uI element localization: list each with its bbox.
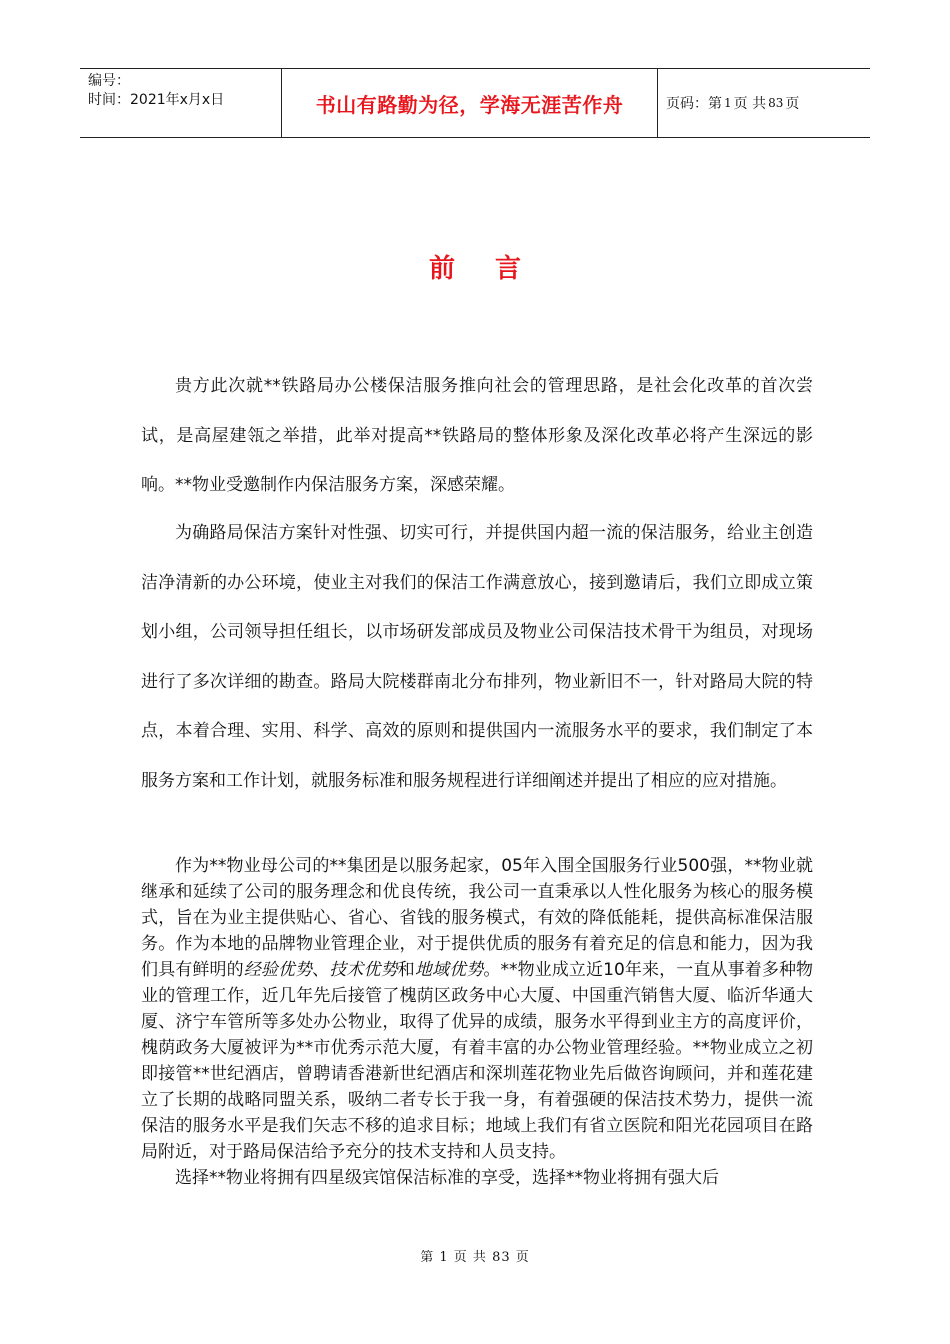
page-footer	[0, 1246, 950, 1265]
paragraph-1-block	[141, 362, 813, 511]
paragraph-2-block	[141, 509, 813, 806]
document-number-label: 编号：	[88, 73, 130, 89]
separator-2: 和	[397, 960, 415, 980]
header-meta	[80, 69, 282, 137]
page-total: 83	[768, 96, 784, 110]
footer-mid: 页 共	[453, 1250, 487, 1265]
paragraph-3-block	[141, 853, 813, 1191]
paragraph-1: 贵方此次就**铁路局办公楼保洁服务推向社会的管理思路，是社会化改革的首次尝试，是高屋建瓴之举措，此举对提高**铁路局的整体形象及深化改革必将产生深远的影响。**物业受邀制作内保洁服务方案，深感荣耀。	[141, 376, 813, 495]
header-motto: 书山有路勤为径，学海无涯苦作舟	[282, 69, 658, 137]
separator-1: 、	[312, 960, 330, 980]
paragraph-4: 选择**物业将拥有四星级宾馆保洁标准的享受，选择**物业将拥有强大后	[175, 1168, 719, 1188]
page-prefix: 页码：第	[666, 96, 722, 112]
paragraph-3	[141, 853, 813, 1165]
page-mid: 页 共	[733, 96, 767, 112]
page-current: 1	[724, 96, 732, 110]
page-suffix: 页	[785, 96, 800, 112]
emphasis-experience: 经验优势	[243, 960, 313, 980]
emphasis-technology: 技术优势	[329, 960, 398, 980]
footer-suffix: 页	[515, 1250, 530, 1265]
document-time-label: 时间：2021年x月x日	[88, 92, 225, 108]
paragraph-3-part-b: 。**物业成立近10年来，一直从事着多种物业的管理工作，近几年先后接管了槐荫区政务中心大厦、中国重汽销售大厦、临沂华通大厦、济宁车管所等多处办公物业，取得了优异的成绩，服务水平得到业主方的高度评价，槐荫政务大厦被评为**市优秀示范大厦，有着丰富的办公物业管理经验。**物业成立之初即接管**世纪酒店，曾聘请香港新世纪酒店和深圳莲花物业先后做咨询顾问，并和莲花建立了长期的战略同盟关系，吸纳二者专长于我一身，有着强硬的保洁技术势力，提供一流保洁的服务水平是我们矢志不移的追求目标；地域上我们有省立医院和阳光花园项目在路局附近，对于路局保洁给予充分的技术支持和人员支持。	[141, 960, 814, 1162]
emphasis-region: 地域优势	[414, 960, 484, 980]
header-page-number	[658, 69, 870, 137]
footer-current: 1	[439, 1250, 449, 1265]
footer-prefix: 第	[420, 1250, 435, 1265]
page-title: 前言	[428, 254, 561, 284]
paragraph-3-part-a: 作为**物业母公司的**集团是以服务起家，05年入围全国服务行业500强，**物业就继承和延续了公司的服务理念和优良传统，我公司一直秉承以人性化服务为核心的服务模式，旨在为业主提供贴心、省心、省钱的服务模式，有效的降低能耗，提供高标准保洁服务。作为本地的品牌物业管理企业，对于提供优质的服务有着充足的信息和能力，因为我们具有鲜明的	[141, 856, 813, 980]
document-header	[80, 68, 870, 138]
footer-total: 83	[492, 1250, 511, 1265]
paragraph-2: 为确路局保洁方案针对性强、切实可行，并提供国内超一流的保洁服务，给业主创造洁净清新的办公环境，使业主对我们的保洁工作满意放心，接到邀请后，我们立即成立策划小组，公司领导担任组长，以市场研发部成员及物业公司保洁技术骨干为组员，对现场进行了多次详细的勘查。路局大院楼群南北分布排列，物业新旧不一，针对路局大院的特点，本着合理、实用、科学、高效的原则和提供国内一流服务水平的要求，我们制定了本服务方案和工作计划，就服务标准和服务规程进行详细阐述并提出了相应的应对措施。	[141, 523, 813, 791]
